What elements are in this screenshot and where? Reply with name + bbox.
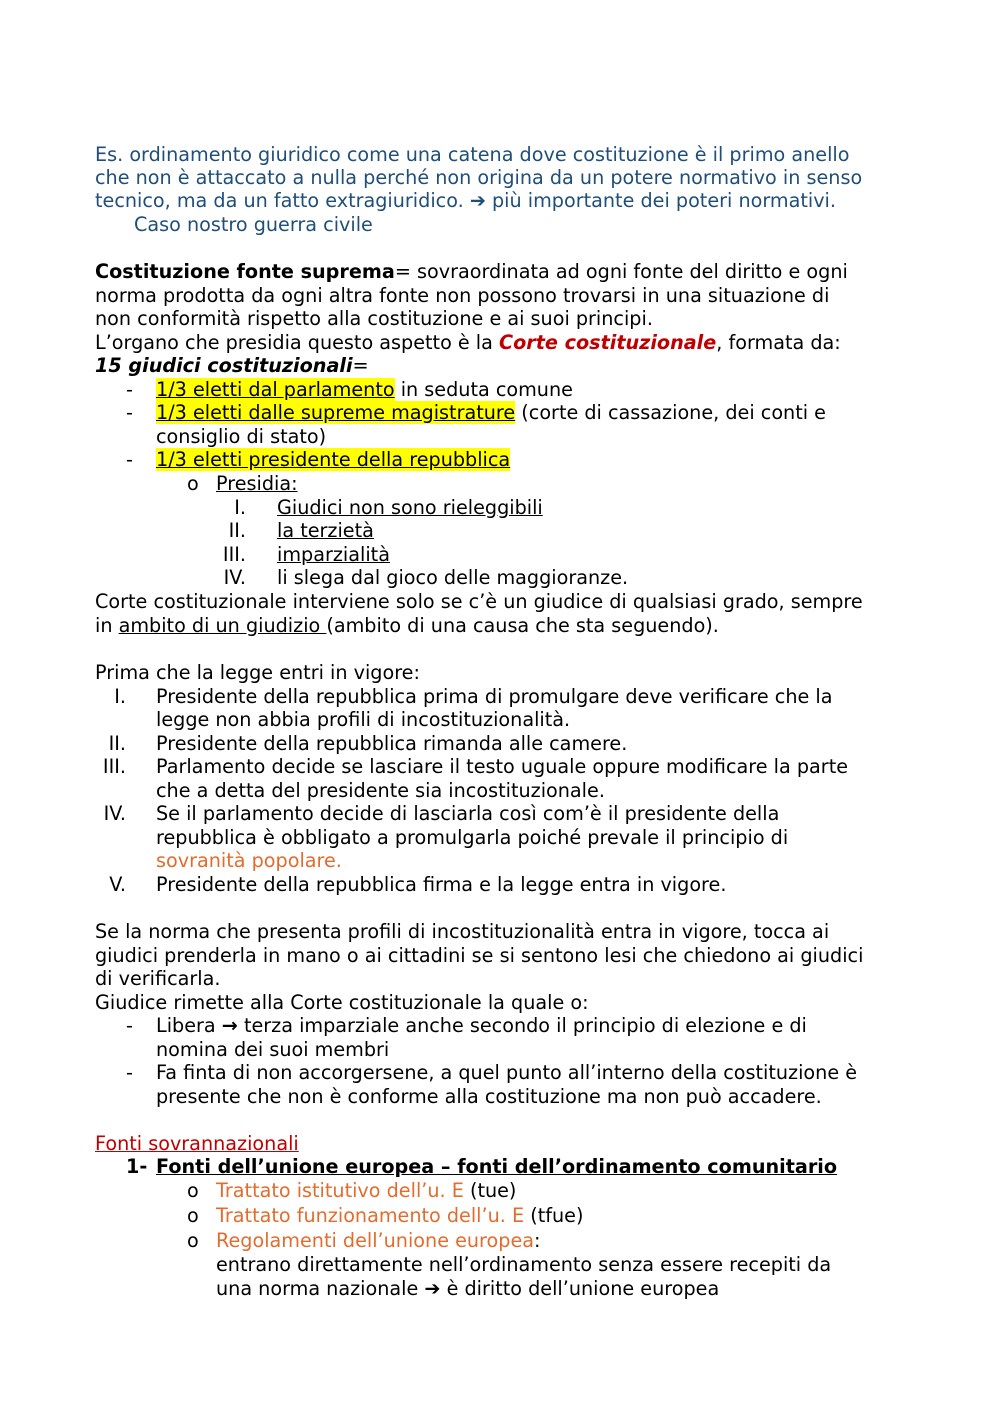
dash-bullet: - bbox=[126, 1061, 133, 1084]
organo-pre: L’organo che presidia questo aspetto è la bbox=[95, 331, 499, 354]
list-number: II. bbox=[228, 519, 246, 542]
intro-line-4: Caso nostro guerra civile bbox=[134, 213, 373, 236]
fonti-item bbox=[216, 1179, 516, 1202]
costituzione-line-3: non conformità rispetto alla costituzione e ai suoi principi. bbox=[95, 307, 653, 330]
fonti-title: Fonti sovrannazionali bbox=[95, 1132, 299, 1155]
presidia-item: la terzietà bbox=[277, 519, 374, 542]
costituzione-def: = sovraordinata ad ogni fonte del diritto e ogni bbox=[394, 260, 848, 283]
prima-item-text: Presidente della repubblica prima di promulgare deve verificare che la bbox=[156, 685, 833, 708]
corte-costituzionale-label: Corte costituzionale bbox=[499, 331, 717, 354]
prima-item-text: Se il parlamento decide di lasciarla così com’è il presidente della bbox=[156, 802, 780, 825]
norma-line-2: giudici prenderla in mano o ai cittadini se si sentono lesi che chiedono ai giudici bbox=[95, 944, 864, 967]
circle-bullet: o bbox=[187, 1204, 199, 1227]
regolamenti-post: è diritto dell’unione europea bbox=[440, 1277, 720, 1300]
costituzione-title: Costituzione fonte suprema bbox=[95, 260, 395, 283]
arrow-icon: → bbox=[221, 1014, 238, 1037]
intervento-pre: in bbox=[95, 614, 119, 637]
regolamenti-desc-1: entrano direttamente nell’ordinamento senza essere recepiti da bbox=[216, 1253, 832, 1276]
presidia-item: li slega dal gioco delle maggioranze. bbox=[277, 566, 629, 589]
circle-bullet: o bbox=[187, 1229, 199, 1252]
giudici-line bbox=[95, 354, 369, 377]
intro-line-1: Es. ordinamento giuridico come una catena dove costituzione è il primo anello bbox=[95, 143, 850, 166]
arrow-icon: ➔ bbox=[469, 189, 486, 212]
prima-title: Prima che la legge entri in vigore: bbox=[95, 661, 420, 684]
prima-item-text: che a detta del presidente sia incostituzionale. bbox=[156, 779, 605, 802]
prima-item-text: legge non abbia profili di incostituzionalità. bbox=[156, 708, 571, 731]
list-number: III. bbox=[102, 755, 126, 778]
regolamenti-desc-2 bbox=[216, 1277, 719, 1300]
prima-item-text: repubblica è obbligato a promulgarla poiché prevale il principio di bbox=[156, 826, 789, 849]
elected-item-3-highlight: 1/3 eletti presidente della repubblica bbox=[156, 448, 511, 471]
list-number: I. bbox=[114, 685, 126, 708]
option-1-post: terza imparziale anche secondo il principio di elezione e di bbox=[237, 1014, 807, 1037]
dash-bullet: - bbox=[126, 378, 133, 401]
elected-item-1-rest: in seduta comune bbox=[394, 378, 573, 401]
intro-line-2: che non è attaccato a nulla perché non origina da un potere normativo in senso bbox=[95, 166, 863, 189]
norma-option-2-cont: presente che non è conforme alla costituzione ma non può accadere. bbox=[156, 1085, 822, 1108]
fonti-item bbox=[216, 1229, 540, 1252]
sovranita-popolare-label: sovranità popolare. bbox=[156, 849, 342, 872]
ambito-giudizio-label: ambito di un giudizio bbox=[118, 614, 327, 637]
norma-line-3: di verificarla. bbox=[95, 967, 221, 990]
dash-bullet: - bbox=[126, 448, 133, 471]
fonti-item-abbr: : bbox=[534, 1229, 541, 1252]
list-number: IV. bbox=[223, 566, 246, 589]
fonti-item-abbr: (tfue) bbox=[524, 1204, 584, 1227]
circle-bullet: o bbox=[187, 472, 199, 495]
giudici-title: 15 giudici costituzionali bbox=[95, 354, 353, 377]
presidia-item: imparzialità bbox=[277, 543, 390, 566]
fonti-item bbox=[216, 1204, 583, 1227]
elected-item-3 bbox=[156, 448, 510, 471]
list-number: IV. bbox=[103, 802, 126, 825]
intro-line-3-text: tecnico, ma da un fatto extragiuridico. bbox=[95, 189, 464, 212]
list-number: III. bbox=[222, 543, 246, 566]
elected-item-2-rest: (corte di cassazione, dei conti e bbox=[515, 401, 826, 424]
regolamenti-pre: una norma nazionale bbox=[216, 1277, 425, 1300]
fonti-sub-number: 1- bbox=[126, 1155, 148, 1178]
dash-bullet: - bbox=[126, 1014, 133, 1037]
costituzione-line-2: norma prodotta da ogni altra fonte non possono trovarsi in una situazione di bbox=[95, 284, 830, 307]
prima-item-text: Parlamento decide se lasciare il testo uguale oppure modificare la parte bbox=[156, 755, 849, 778]
intro-line-3-text-b: più importante dei poteri normativi. bbox=[492, 189, 836, 212]
costituzione-line-1 bbox=[95, 260, 848, 283]
presidia-label: Presidia: bbox=[216, 472, 298, 495]
prima-item-text: Presidente della repubblica firma e la legge entra in vigore. bbox=[156, 873, 727, 896]
prima-item-text: Presidente della repubblica rimanda alle camere. bbox=[156, 732, 628, 755]
fonti-item-name: Regolamenti dell’unione europea bbox=[216, 1229, 535, 1252]
intervento-line-1: Corte costituzionale interviene solo se c’è un giudice di qualsiasi grado, sempre bbox=[95, 590, 863, 613]
list-number: II. bbox=[108, 732, 126, 755]
presidia-item: Giudici non sono rieleggibili bbox=[277, 496, 543, 519]
giudici-eq: = bbox=[352, 354, 369, 377]
list-number: I. bbox=[234, 496, 246, 519]
elected-item-2-cont: consiglio di stato) bbox=[156, 425, 327, 448]
fonti-item-name: Trattato funzionamento dell’u. E bbox=[216, 1204, 525, 1227]
arrow-icon: ➔ bbox=[424, 1277, 441, 1300]
elected-item-2-highlight: 1/3 eletti dalle supreme magistrature bbox=[156, 401, 516, 424]
fonti-item-name: Trattato istitutivo dell’u. E bbox=[216, 1179, 464, 1202]
intervento-post: (ambito di una causa che sta seguendo). bbox=[326, 614, 719, 637]
norma-line-1: Se la norma che presenta profili di incostituzionalità entra in vigore, tocca ai bbox=[95, 920, 830, 943]
fonti-sub-title: Fonti dell’unione europea – fonti dell’ordinamento comunitario bbox=[156, 1155, 838, 1178]
norma-option-1-cont: nomina dei suoi membri bbox=[156, 1038, 390, 1061]
organo-post: , formata da: bbox=[716, 331, 841, 354]
option-1-pre: Libera bbox=[156, 1014, 222, 1037]
norma-option-2: Fa finta di non accorgersene, a quel punto all’interno della costituzione è bbox=[156, 1061, 858, 1084]
intro-line-3 bbox=[95, 189, 836, 212]
circle-bullet: o bbox=[187, 1179, 199, 1202]
fonti-item-abbr: (tue) bbox=[463, 1179, 517, 1202]
list-number: V. bbox=[109, 873, 126, 896]
norma-option-1 bbox=[156, 1014, 807, 1037]
elected-item-1 bbox=[156, 378, 573, 401]
dash-bullet: - bbox=[126, 401, 133, 424]
intervento-line-2 bbox=[95, 614, 719, 637]
elected-item-1-highlight: 1/3 eletti dal parlamento bbox=[156, 378, 395, 401]
norma-line-4: Giudice rimette alla Corte costituzionale la quale o: bbox=[95, 991, 589, 1014]
organo-line bbox=[95, 331, 841, 354]
elected-item-2 bbox=[156, 401, 826, 424]
